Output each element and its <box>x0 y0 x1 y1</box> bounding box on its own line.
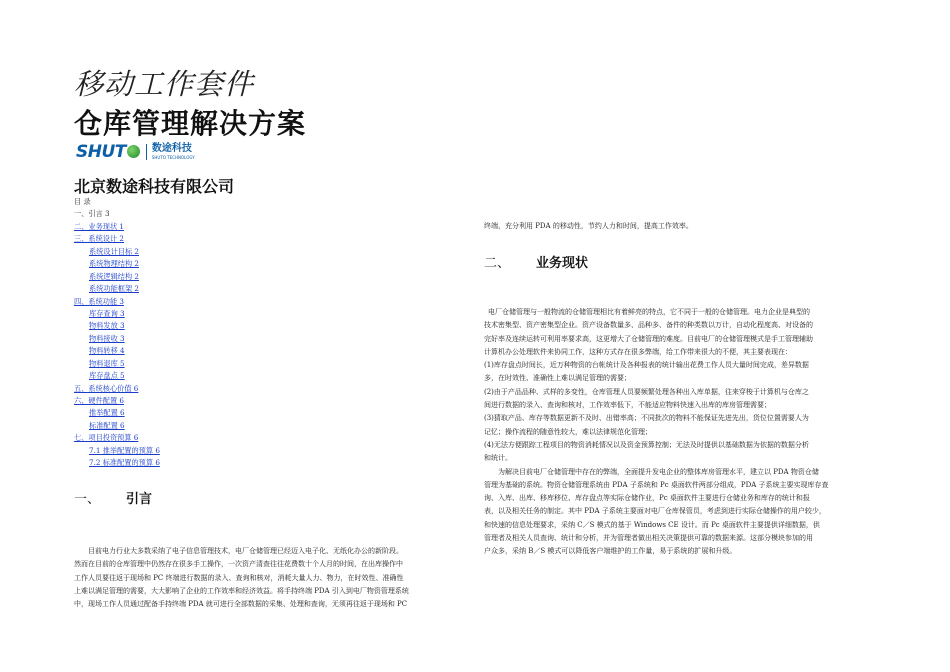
text-line: 管理为基础的系统。物资仓储管理系统由 PDA 子系统和 Pc 桌面软件两部分组成，PDA 子系统主要实现库存查 <box>484 480 829 489</box>
text-line: 上难以满足管理的需要，大大影响了企业的工作效率和经济效益。将手持终端 PDA 引入到电厂物资管理系统 <box>74 586 409 595</box>
logo-text <box>152 144 195 160</box>
section-heading-status <box>484 252 588 271</box>
text-line: (1)库存盘点时间长，近万种物资的台帐统计及各种报表的统计输出花费工作人员大量时间完成，差异数据 <box>484 361 809 370</box>
toc-entry[interactable]: 系统功能框架 2 <box>89 284 139 294</box>
solution-title: 仓库管理解决方案 <box>74 107 307 140</box>
section-title: 业务现状 <box>536 256 589 271</box>
intro-paragraph <box>74 545 466 611</box>
text-line: 户众多，采纳 B／S 模式可以降低客户端维护的工作量，易于系统的扩展和升级。 <box>484 547 737 556</box>
text-line: 表，以及相关任务的制定。其中 PDA 子系统主要面对电厂仓库保管员，考虑到进行实际仓储操作的用户较少， <box>484 507 826 516</box>
text-line: 记忆；操作流程的随意性较大，难以法律规范化管理； <box>484 427 652 436</box>
text-line: 询、入库、出库、移库移位、库存盘点等实际仓储作业，Pc 桌面软件主要进行仓储业务和库存的统计和报 <box>484 494 810 503</box>
toc-entry: 一、引言 3 <box>74 209 110 219</box>
toc-entry[interactable]: 系统设计目标 2 <box>89 246 139 256</box>
section-title: 引言 <box>126 492 153 507</box>
toc-entry[interactable]: 系统逻辑结构 2 <box>89 271 139 281</box>
text-line: 工作人员要往返于现场和 PC 终端进行数据的录入、查询和核对，消耗大量人力、物力，在时效性、准确性 <box>74 573 404 582</box>
text-line: 为解决目前电厂仓储管理中存在的弊端，全面提升发电企业的整体库房管理水平，建立以 PDA 物资仓储 <box>498 467 819 476</box>
toc-entry[interactable]: 推举配置 6 <box>89 408 125 418</box>
text-line: 目前电力行业大多数采纳了电子信息管理技术，电厂仓储管理已经迈入电子化、无纸化办公的新阶段。 <box>88 547 403 555</box>
company-logo <box>76 142 195 162</box>
toc-entry[interactable]: 库存查询 3 <box>89 308 125 318</box>
text-line: 完好率及连续运转可利用率要求高，这更增大了仓储管理的难度。目前电厂的仓储管理模式是手工管理辅助 <box>484 334 813 343</box>
toc-entry[interactable]: 7.2 标准配置的预算 6 <box>89 458 160 468</box>
text-line: 和统计。 <box>484 454 512 463</box>
toc-entry[interactable]: 五、系统核心价值 6 <box>74 383 139 393</box>
toc-entry[interactable]: 标准配置 6 <box>89 420 125 430</box>
toc-entry[interactable]: 库存盘点 5 <box>89 371 125 381</box>
toc-entry[interactable]: 物料接收 3 <box>89 333 125 343</box>
toc-entry[interactable]: 四、系统功能 3 <box>74 296 124 306</box>
text-line: 和快速的信息处理要求，采纳 C／S 模式的基于 Windows CE 设计。而 Pc 桌面软件主要提供详细数据，供 <box>484 520 820 529</box>
logo-globe-icon <box>127 145 140 158</box>
toc-entry[interactable]: 六、硬件配置 6 <box>74 396 124 405</box>
section-number: 一、 <box>74 492 101 507</box>
text-line: 管理者及相关人员查询、统计和分析，并为管理者做出相关决策提供可靠的数据来源。这部分模块参加的用 <box>484 534 813 543</box>
company-name: 北京数途科技有限公司 <box>74 177 235 196</box>
text-line: 计算机办公处理软件来协同工作，这种方式存在很多弊端，给工作带来很大的不便，其主要表现在： <box>484 347 792 356</box>
logo-divider <box>146 144 147 160</box>
text-line: (4)无法方便跟踪工程项目的物资消耗情况以及资金预算控制；无法及时提供以基础数据为依据的数据分析 <box>484 440 809 449</box>
logo-en-text: SHUTO TECHNOLOGY <box>151 155 195 160</box>
text-line: 然而在目前的仓库管理中仍然存在很多手工操作，一次资产清查往往花费数十个人月的时间，在出库操作中 <box>74 560 403 569</box>
logo-wordmark: SHUT <box>76 142 141 162</box>
section-number: 二、 <box>484 256 511 271</box>
toc-entry[interactable]: 七、项目投资预算 6 <box>74 433 139 443</box>
logo-cn-text: 数途科技 <box>151 143 192 154</box>
text-line: 多，在时效性、准确性上难以满足管理的需要； <box>484 374 631 383</box>
section-heading-intro <box>74 488 152 507</box>
suite-title: 移动工作套件 <box>74 67 255 101</box>
text-line: 间进行数据的录入、查询和核对，工作效率低下，不能适应物料快速入出库的库房管理需要； <box>484 401 771 410</box>
toc-entry[interactable]: 二、业务现状 1 <box>74 221 124 231</box>
toc-entry[interactable]: 三、系统设计 2 <box>74 234 124 244</box>
toc-entry[interactable]: 物料转移 4 <box>89 346 125 356</box>
toc-entry[interactable]: 物料退库 5 <box>89 358 125 368</box>
text-line: 电厂仓储管理与一般物流的仓储管理相比有着鲜亮的特点，它不同于一般的仓储管理。电力企业是典型的 <box>488 308 810 316</box>
intro-paragraph-continued: 终端，充分利用 PDA 的移动性，节约人力和时间，提高工作效率。 <box>484 222 693 230</box>
toc-entry[interactable]: 7.1 推举配置的预算 6 <box>89 445 160 455</box>
text-line: (2)由于产品品种、式样的多变性，仓库管理人员要频繁处理各种出入库单据，往来穿梭于计算机与仓库之 <box>484 387 809 396</box>
table-of-contents <box>74 196 160 470</box>
status-body <box>484 306 884 559</box>
toc-entry[interactable]: 物料发放 3 <box>89 321 125 331</box>
toc-entry[interactable]: 系统物理结构 2 <box>89 259 139 269</box>
text-line: (3)猜取产品、库存等数据更新不及时、出错率高；不同批次的物料不能保证先进先出，货位位置需要人为 <box>484 414 809 423</box>
text-line: 技术密集型、资产密集型企业。资产设备数量多、品种多、备件的种类数以万计，自动化程度高、对设备的 <box>484 321 813 330</box>
text-line: 中，现场工作人员通过配备手持终端 PDA 就可进行全部数据的采集、处理和查询，无须再往返于现场和 PC <box>74 600 408 609</box>
toc-heading: 目 录 <box>74 197 91 206</box>
